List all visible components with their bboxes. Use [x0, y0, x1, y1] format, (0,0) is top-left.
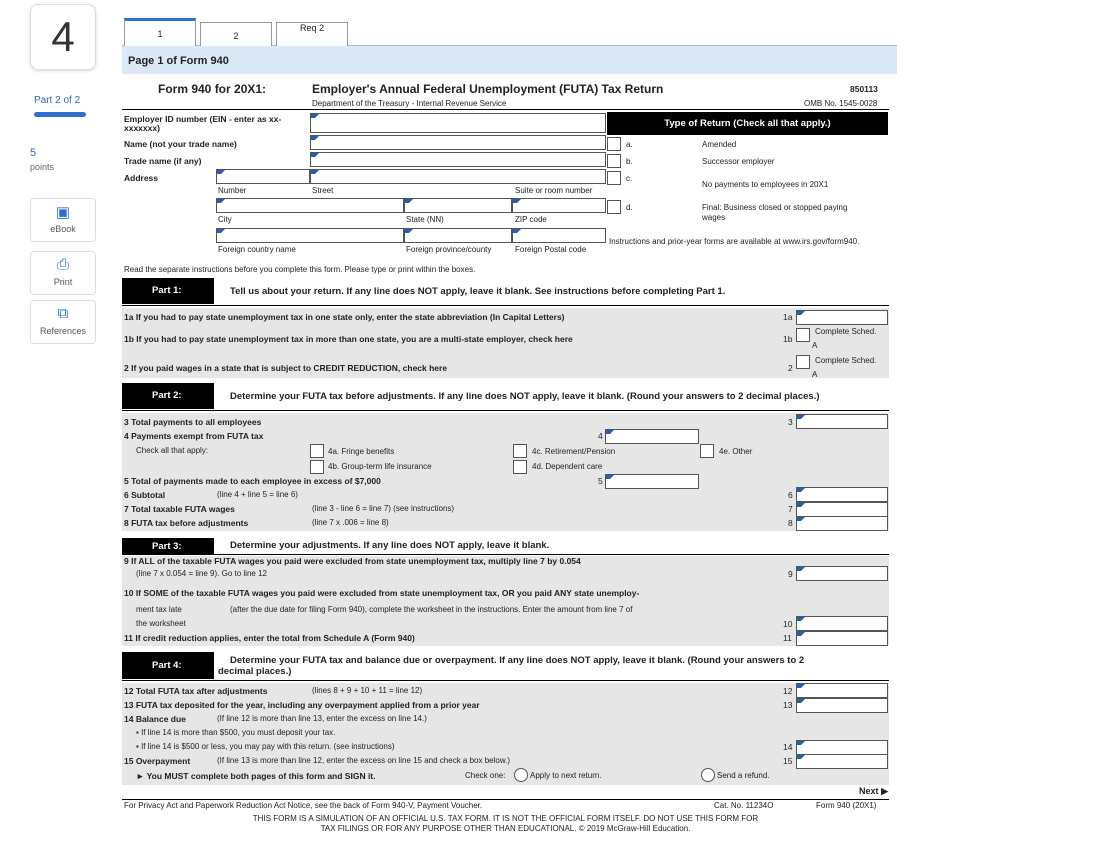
successor-checkbox[interactable] [607, 154, 621, 168]
foreign-province-caption: Foreign province/county [406, 245, 492, 254]
line-2-label: 2 If you paid wages in a state that is subject to CREDIT REDUCTION, check here [124, 363, 448, 373]
line-12-label: 12 Total FUTA tax after adjustments [124, 686, 268, 696]
line-2-sched: Complete Sched. [815, 356, 877, 365]
fringe-benefits-label: 4a. Fringe benefits [328, 447, 395, 456]
line-10-label: 10 If SOME of the taxable FUTA wages you paid were excluded from state unemployment tax, OR you paid ANY state unemploy- [124, 588, 640, 598]
credit-reduction-checkbox[interactable] [796, 355, 810, 369]
line-6-output [796, 487, 888, 502]
next-button[interactable] [836, 786, 888, 798]
part3-label: Part 3: [122, 538, 214, 554]
part1-title: Tell us about your return. If any line does NOT apply, leave it blank. See instructions before completing Part 1. [230, 286, 726, 297]
line-8-output [796, 516, 888, 531]
line-7-output [796, 502, 888, 517]
final-label-2: wages [702, 213, 726, 222]
line-2-num: 2 [788, 363, 793, 373]
next-arrow-icon: ▶ [881, 786, 888, 796]
line-12-output [796, 683, 888, 698]
line-1a-label: 1a If you had to pay state unemployment tax in one state only, enter the state abbreviation (In Capital Letters) [124, 312, 565, 322]
foreign-country-input[interactable] [216, 228, 404, 243]
bullet-1-text: If line 14 is more than $500, you must deposit your tax. [141, 728, 336, 737]
amended-label: Amended [702, 140, 737, 149]
line-11-input[interactable] [796, 631, 888, 646]
final-label: Final: Business closed or stopped paying [702, 203, 848, 212]
line-11-label: 11 If credit reduction applies, enter the total from Schedule A (Form 940) [124, 633, 415, 643]
line-10-label-c: (after the due date for filing Form 940), complete the worksheet in the instructions. Enter the amount from line 7 of [230, 605, 633, 614]
state-caption: State (NN) [406, 215, 444, 224]
trade-name-input[interactable] [310, 152, 606, 167]
return-type-header: Type of Return (Check all that apply.) [607, 112, 888, 135]
dependent-care-checkbox[interactable] [513, 460, 527, 474]
ein-input[interactable] [310, 113, 606, 133]
bullet-2: ▪ If line 14 is $500 or less, you may pay with this return. (see instructions) [136, 742, 395, 751]
address-label: Address [124, 173, 159, 183]
left-nav [0, 0, 120, 842]
line-11-num: 11 [783, 633, 792, 643]
line-3-num: 3 [788, 417, 793, 427]
page-title: Page 1 of Form 940 [122, 46, 897, 74]
line-15-num: 15 [783, 756, 793, 766]
line-9-formula: (line 7 x 0.054 = line 9). Go to line 12 [136, 569, 267, 578]
retirement-checkbox[interactable] [513, 444, 527, 458]
simulation-disclaimer [122, 814, 889, 834]
name-label: Name (not your trade name) [124, 139, 237, 149]
points-value: 5 [30, 147, 37, 159]
address-number-input[interactable] [216, 169, 310, 184]
line-1b-num: 1b [783, 334, 793, 344]
must-complete: ► You MUST complete both pages of this form and SIGN it. [136, 771, 376, 781]
d-letter: d. [626, 203, 633, 212]
printer-icon: ⎙ [56, 256, 69, 273]
bullet-1: ▪ If line 14 is more than $500, you must deposit your tax. [136, 728, 336, 737]
disclaimer-line-2: TAX FILINGS OR FOR ANY PURPOSE OTHER THAN EDUCATIONAL. © 2019 McGraw-Hill Education. [320, 824, 691, 833]
line-15-label: 15 Overpayment [124, 756, 191, 766]
line-7-formula: (line 3 - line 6 = line 7) (see instructions) [312, 504, 455, 513]
foreign-postal-input[interactable] [512, 228, 606, 243]
line-14-label: 14 Balance due [124, 714, 186, 724]
line-10-input[interactable] [796, 616, 888, 631]
apply-next-radio[interactable] [514, 768, 528, 782]
part2-label: Part 2: [122, 383, 214, 409]
form-code: 850113 [850, 84, 878, 94]
name-input[interactable] [310, 135, 606, 150]
line-13-input[interactable] [796, 698, 888, 713]
disclaimer-line-1: THIS FORM IS A SIMULATION OF AN OFFICIAL U.S. TAX FORM. IT IS NOT THE OFFICIAL FORM ITSELF. DO NOT USE THIS FORM FOR [252, 814, 759, 823]
line-12-num: 12 [783, 686, 793, 696]
line-15-output [796, 754, 888, 769]
privacy-notice: For Privacy Act and Paperwork Reduction Act Notice, see the back of Form 940-V, Payment Voucher. [124, 801, 483, 810]
form-subtitle: Employer's Annual Federal Unemployment (FUTA) Tax Return [312, 82, 664, 96]
part4-title: Determine your FUTA tax and balance due or overpayment. If any line does NOT apply, leave it blank. (Round your answers to 2 [230, 655, 805, 666]
book-icon: ▣ [55, 204, 71, 221]
fringe-benefits-checkbox[interactable] [310, 444, 324, 458]
trade-label: Trade name (if any) [124, 156, 202, 166]
form-dept: Department of the Treasury - Internal Revenue Service [312, 99, 507, 108]
line-7-label: 7 Total taxable FUTA wages [124, 504, 235, 514]
line-8-num: 8 [788, 518, 793, 528]
line-8-formula: (line 7 x .006 = line 8) [312, 518, 389, 527]
a-letter: a. [626, 140, 633, 149]
line-3-label: 3 Total payments to all employees [124, 417, 262, 427]
line-9-label: 9 If ALL of the taxable FUTA wages you paid were excluded from state unemployment tax, multiply line 7 by 0.054 [124, 556, 581, 566]
tab-bar [122, 22, 897, 46]
line-5-input[interactable] [605, 474, 699, 489]
ein-label: Employer ID number (EIN - enter as xx- [124, 114, 282, 124]
line-6-formula: (line 4 + line 5 = line 6) [217, 490, 298, 499]
line-10-label-b: ment tax late [136, 605, 182, 614]
line-14-formula: (If line 12 is more than line 13, enter the excess on line 14.) [217, 714, 427, 723]
line-8-label: 8 FUTA tax before adjustments [124, 518, 249, 528]
part1-label: Part 1: [122, 278, 214, 304]
zip-caption: ZIP code [515, 215, 547, 224]
dependent-care-label: 4d. Dependent care [532, 462, 603, 471]
line-1b-sched: Complete Sched. [815, 327, 877, 336]
ein-label-2: xxxxxxx) [124, 123, 160, 133]
final-checkbox[interactable] [607, 200, 621, 214]
other-checkbox[interactable] [700, 444, 714, 458]
line-10-label-d: the worksheet [136, 619, 186, 628]
b-letter: b. [626, 157, 633, 166]
instructions-link: Instructions and prior-year forms are available at www.irs.gov/form940. [609, 237, 860, 246]
line-15-formula: (If line 13 is more than line 12, enter the excess on line 15 and check a box below.) [217, 756, 511, 765]
bullet-2-text: If line 14 is $500 or less, you may pay with this return. (see instructions) [141, 742, 395, 751]
zip-input[interactable] [512, 198, 606, 213]
form-id: Form 940 (20X1) [816, 801, 877, 810]
retirement-label: 4c. Retirement/Pension [532, 447, 616, 456]
group-term-label: 4b. Group-term life insurance [328, 462, 432, 471]
foreign-country-caption: Foreign country name [218, 245, 296, 254]
cat-number: Cat. No. 11234O [714, 801, 774, 810]
line-6-num: 6 [788, 490, 793, 500]
line-13-label: 13 FUTA tax deposited for the year, including any overpayment applied from a prior year [124, 700, 480, 710]
number-caption: Number [218, 186, 247, 195]
line-7-num: 7 [788, 504, 793, 514]
must-complete-text: You MUST complete both pages of this form and SIGN it. [146, 771, 376, 781]
address-street-input[interactable] [310, 169, 606, 184]
line-9-num: 9 [788, 569, 793, 579]
read-note: Read the separate instructions before you complete this form. Please type or print within the boxes. [124, 265, 476, 274]
c-letter: c. [626, 174, 633, 183]
references-button[interactable]: ⧉ References [30, 300, 96, 344]
check-one-label: Check one: [465, 771, 506, 780]
next-label: Next [859, 786, 879, 796]
successor-label: Successor employer [702, 157, 775, 166]
apply-next-label: Apply to next return. [530, 771, 602, 780]
line-6-label: 6 Subtotal [124, 490, 166, 500]
tab-2[interactable]: 2 [200, 22, 272, 46]
line-2-sched-a: A [812, 370, 818, 379]
line-12-formula: (lines 8 + 9 + 10 + 11 = line 12) [312, 686, 423, 695]
part2-title: Determine your FUTA tax before adjustments. If any line does NOT apply, leave it blank. (Round your answers to 2 decimal places.) [230, 391, 820, 402]
omb-number: OMB No. 1545-0028 [804, 99, 878, 108]
points-label: points [30, 162, 55, 172]
group-term-checkbox[interactable] [310, 460, 324, 474]
question-number: 4 [30, 4, 96, 70]
city-caption: City [218, 215, 232, 224]
state-abbrev-input[interactable] [796, 310, 888, 325]
documents-icon: ⧉ [57, 305, 69, 322]
check-all-label: Check all that apply: [136, 446, 209, 455]
line-14-num: 14 [783, 742, 793, 752]
line-9-output [796, 566, 888, 581]
ebook-button[interactable]: ▣ eBook [30, 198, 96, 242]
suite-caption: Suite or room number [515, 186, 593, 195]
part3-title: Determine your adjustments. If any line does NOT apply, leave it blank. [230, 540, 550, 551]
line-4-num: 4 [598, 431, 603, 441]
city-input[interactable] [216, 198, 404, 213]
progress-bar [34, 112, 86, 117]
part4-title-2: decimal places.) [218, 666, 292, 677]
amended-checkbox[interactable] [607, 137, 621, 151]
line-1b-label: 1b If you had to pay state unemployment tax in more than one state, you are a multi-state employer, check here [124, 334, 573, 344]
state-input[interactable] [404, 198, 512, 213]
line-4-input[interactable] [605, 429, 699, 444]
no-payments-label: No payments to employees in 20X1 [702, 180, 829, 189]
line-10-num: 10 [783, 619, 793, 629]
line-1a-num: 1a [783, 312, 793, 322]
line-13-num: 13 [783, 700, 793, 710]
part4-label: Part 4: [122, 652, 214, 679]
tab-req-2[interactable]: Req 2 [276, 22, 348, 46]
line-14-output [796, 740, 888, 755]
line-5-num: 5 [598, 476, 603, 486]
tab-1[interactable]: 1 [124, 18, 196, 46]
send-refund-radio[interactable] [701, 768, 715, 782]
other-label: 4e. Other [719, 447, 753, 456]
print-button[interactable]: ⎙ Print [30, 251, 96, 295]
multi-state-checkbox[interactable] [796, 328, 810, 342]
line-5-label: 5 Total of payments made to each employee in excess of $7,000 [124, 476, 381, 486]
foreign-province-input[interactable] [404, 228, 512, 243]
street-caption: Street [312, 186, 334, 195]
part-label: Part 2 of 2 [34, 95, 81, 106]
form-title: Form 940 for 20X1: [158, 82, 267, 96]
line-3-input[interactable] [796, 414, 888, 429]
line-1b-sched-a: A [812, 341, 818, 350]
foreign-postal-caption: Foreign Postal code [515, 245, 587, 254]
send-refund-label: Send a refund. [717, 771, 770, 780]
line-4-label: 4 Payments exempt from FUTA tax [124, 431, 264, 441]
no-payments-checkbox[interactable] [607, 171, 621, 185]
